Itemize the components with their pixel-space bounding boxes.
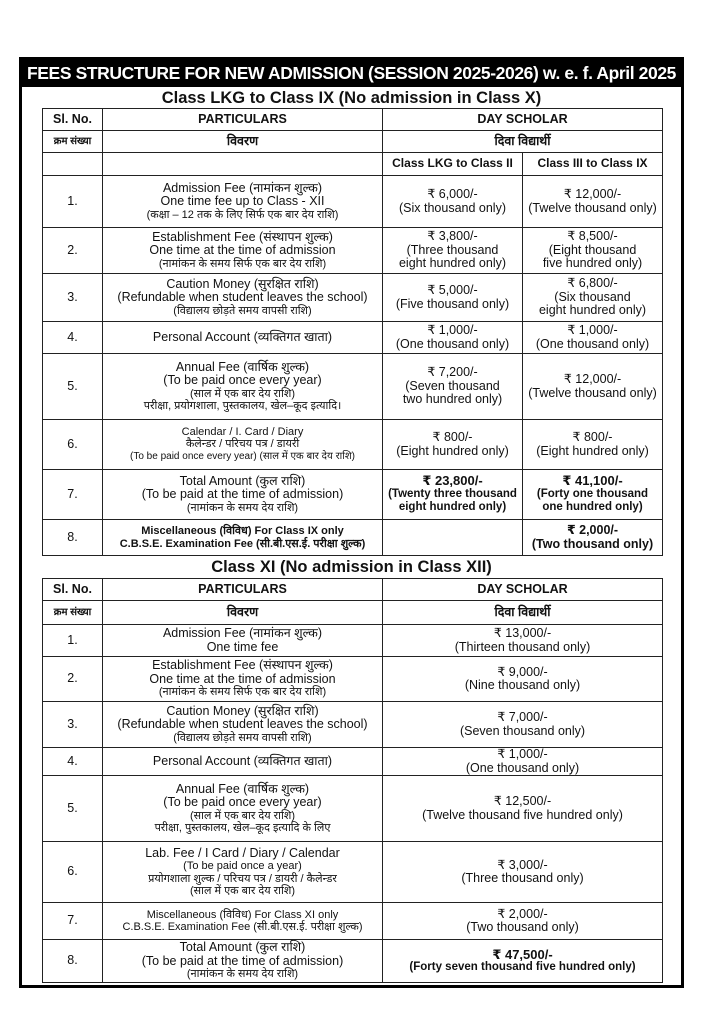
col-header-day-scholar: DAY SCHOLAR (383, 579, 663, 601)
empty-cell (103, 153, 383, 176)
table-row (43, 842, 663, 903)
amount-cell-lkg-empty (383, 520, 523, 556)
particular-line: (To be paid once every year) (163, 373, 322, 387)
particular-line: (Refundable when student leaves the school) (117, 717, 368, 732)
particular-line: (To be paid at the time of admission) (141, 487, 344, 502)
amount-words: (One thousand only) (465, 760, 580, 775)
particular-line: Annual Fee (वार्षिक शुल्क) (175, 781, 310, 796)
amount-words: (Two thousand only) (466, 920, 579, 934)
table-row (43, 657, 663, 702)
amount-cell-iii (523, 354, 663, 420)
particulars-cell (103, 842, 383, 903)
col-header-particulars-hindi: विवरण (103, 131, 383, 153)
amount-cell-iii (523, 274, 663, 322)
empty-cell (43, 153, 103, 176)
particulars-cell (103, 420, 383, 470)
amount-cell-lkg (383, 420, 523, 470)
particulars-cell (103, 776, 383, 842)
particulars-cell (103, 520, 383, 556)
particular-line: Miscellaneous (विविध) For Class XI only (146, 908, 339, 921)
row-number: 1. (43, 176, 103, 228)
particular-line: (To be paid once every year) (163, 795, 322, 809)
particular-line: (कक्षा – 12 तक के लिए सिर्फ एक बार देय राशि) (146, 208, 339, 221)
amount-words: (Forty one thousand (536, 487, 649, 500)
particular-line: (नामांकन के समय देय राशि) (186, 968, 299, 981)
amount-cell-lkg (383, 354, 523, 420)
amount-value: ₹ 9,000/- (497, 664, 548, 679)
amount-words: (Eight hundred only) (536, 443, 649, 458)
amount-words: (Three thousand (406, 242, 499, 257)
header-row (43, 579, 663, 601)
amount-words: (Six thousand (554, 289, 631, 304)
amount-words: (Thirteen thousand only) (454, 639, 591, 654)
amount-words: five hundred only) (542, 256, 643, 271)
particular-line: Calendar / I. Card / Diary (181, 425, 304, 438)
header-row-hindi (43, 601, 663, 625)
amount-cell-iii (523, 228, 663, 274)
particular-line: One time at the time of admission (149, 243, 336, 258)
particular-line: (नामांकन के समय देय राशि) (186, 501, 299, 514)
amount-words: (Seven thousand (405, 378, 500, 393)
table-row (43, 354, 663, 420)
amount-value: ₹ 1,000/- (567, 323, 618, 337)
amount-words: (Nine thousand only) (464, 678, 581, 692)
amount-cell (383, 748, 663, 776)
amount-cell-lkg (383, 176, 523, 228)
fees-table-lkg-ix (42, 108, 663, 556)
particular-line: One time fee up to Class - XII (160, 194, 325, 209)
row-number: 3. (43, 274, 103, 322)
amount-value: ₹ 3,800/- (427, 229, 478, 244)
amount-value: ₹ 5,000/- (427, 283, 478, 297)
amount-cell-lkg (383, 228, 523, 274)
amount-words: eight hundred only) (398, 501, 507, 514)
particulars-cell (103, 470, 383, 520)
col-header-particulars: PARTICULARS (103, 109, 383, 131)
particulars-cell (103, 228, 383, 274)
particular-line: Miscellaneous (विविध) For Class IX only (141, 525, 344, 537)
particular-line: (विद्यालय छोड़ते समय वापसी राशि) (173, 304, 312, 317)
amount-words: (Twelve thousand only) (528, 385, 657, 400)
particulars-cell (103, 354, 383, 420)
particular-line: (To be paid once every year) (साल में एक बार देय राशि) (130, 450, 355, 462)
row-number: 1. (43, 625, 103, 657)
row-number: 7. (43, 470, 103, 520)
amount-words: (Three thousand only) (461, 871, 584, 885)
table-row (43, 903, 663, 940)
col-header-sl: Sl. No. (43, 109, 103, 131)
row-number: 4. (43, 322, 103, 354)
amount-value: ₹ 1,000/- (497, 747, 548, 761)
particulars-cell (103, 657, 383, 702)
particular-line: (Refundable when student leaves the school) (117, 290, 368, 305)
amount-words: (One thousand only) (395, 336, 510, 351)
table-row (43, 322, 663, 354)
amount-words: (Twelve thousand only) (528, 200, 657, 215)
particular-line: Total Amount (कुल राशि) (179, 940, 306, 955)
amount-words: eight hundred only) (398, 256, 507, 271)
table-row (43, 420, 663, 470)
header-row (43, 109, 663, 131)
row-number: 6. (43, 420, 103, 470)
particulars-cell (103, 625, 383, 657)
col-header-sl-hindi: क्रम संख्या (43, 131, 103, 153)
amount-value: ₹ 41,100/- (562, 473, 623, 489)
particular-line: Caution Money (सुरक्षित राशि) (166, 703, 319, 718)
col-header-lkg-ii: Class LKG to Class II (383, 153, 523, 176)
amount-words: (Two thousand only) (531, 536, 654, 551)
row-number: 8. (43, 940, 103, 983)
amount-cell-iii (523, 520, 663, 556)
col-header-sl: Sl. No. (43, 579, 103, 601)
table-row (43, 176, 663, 228)
col-header-day-scholar: DAY SCHOLAR (383, 109, 663, 131)
amount-words: eight hundred only) (538, 303, 647, 318)
amount-value: ₹ 6,800/- (567, 276, 618, 291)
table-row-total (43, 940, 663, 983)
row-number: 6. (43, 842, 103, 903)
particular-line: Personal Account (व्यक्तिगत खाता) (152, 329, 333, 344)
amount-cell (383, 903, 663, 940)
amount-cell-lkg (383, 274, 523, 322)
amount-value: ₹ 2,000/- (497, 906, 548, 921)
total-amount-iii (523, 470, 663, 520)
amount-words: (Six thousand only) (398, 200, 506, 215)
amount-words: (Twelve thousand five hundred only) (422, 807, 623, 822)
amount-value: ₹ 7,200/- (427, 365, 478, 380)
particular-line: परीक्षा, प्रयोगशाला, पुस्तकालय, खेल–कूद इत्यादि। (143, 400, 342, 412)
amount-words: (Eight thousand (548, 242, 637, 257)
particular-line: One time at the time of admission (149, 671, 336, 686)
amount-value: ₹ 800/- (572, 430, 613, 444)
amount-value: ₹ 6,000/- (427, 187, 478, 201)
row-number: 7. (43, 903, 103, 940)
col-header-sl-hindi: क्रम संख्या (43, 601, 103, 625)
amount-value: ₹ 23,800/- (422, 473, 483, 489)
amount-value: ₹ 12,000/- (563, 372, 622, 386)
row-number: 5. (43, 354, 103, 420)
section1-title: Class LKG to Class IX (No admission in Class X) (161, 89, 542, 107)
particular-line: (नामांकन के समय सिर्फ एक बार देय राशि) (158, 257, 327, 270)
amount-value: ₹ 12,500/- (493, 794, 552, 808)
amount-cell (383, 657, 663, 702)
particular-line: Annual Fee (वार्षिक शुल्क) (175, 359, 310, 374)
particular-line: (विद्यालय छोड़ते समय वापसी राशि) (173, 731, 312, 744)
amount-cell (383, 702, 663, 748)
row-number: 8. (43, 520, 103, 556)
particular-line: (नामांकन के समय सिर्फ एक बार देय राशि) (158, 686, 327, 699)
particular-line: Admission Fee (नामांकन शुल्क) (162, 180, 323, 195)
table-row (43, 274, 663, 322)
row-number: 3. (43, 702, 103, 748)
particular-line: Admission Fee (नामांकन शुल्क) (162, 626, 323, 640)
particulars-cell (103, 274, 383, 322)
total-amount-lkg (383, 470, 523, 520)
amount-value: ₹ 13,000/- (493, 626, 552, 640)
particular-line: (साल में एक बार देय राशि) (190, 809, 295, 822)
particular-line: Total Amount (कुल राशि) (179, 473, 306, 488)
amount-words: (Five thousand only) (395, 296, 510, 311)
amount-cell (383, 625, 663, 657)
amount-words: (Twenty three thousand (388, 487, 517, 500)
table-row (43, 520, 663, 556)
row-number: 2. (43, 657, 103, 702)
particular-line: Personal Account (व्यक्तिगत खाता) (152, 753, 333, 768)
particular-line: (साल में एक बार देय राशि) (190, 885, 295, 897)
table-row-total (43, 470, 663, 520)
particular-line: (To be paid once a year) (183, 860, 302, 872)
particular-line: परीक्षा, पुस्तकालय, खेल–कूद इत्यादि के लिए (154, 822, 331, 834)
particular-line: C.B.S.E. Examination Fee (सी.बी.एस.ई. परीक्षा शुल्क) (122, 921, 363, 933)
table-row (43, 228, 663, 274)
particulars-cell (103, 940, 383, 983)
particular-line: C.B.S.E. Examination Fee (सी.बी.एस.ई. परीक्षा शुल्क) (119, 537, 366, 550)
col-header-particulars: PARTICULARS (103, 579, 383, 601)
amount-words: (One thousand only) (535, 336, 650, 351)
amount-value: ₹ 3,000/- (497, 857, 548, 872)
amount-value: ₹ 47,500/- (492, 946, 553, 962)
amount-words: two hundred only) (402, 392, 503, 407)
col-header-iii-ix: Class III to Class IX (523, 153, 663, 176)
amount-value: ₹ 12,000/- (563, 187, 622, 201)
col-header-particulars-hindi: विवरण (103, 601, 383, 625)
particular-line: One time fee (206, 639, 279, 654)
table-row (43, 748, 663, 776)
amount-words: one hundred only) (542, 501, 643, 514)
notice-title: FEES STRUCTURE FOR NEW ADMISSION (SESSION 2025-2026) w. e. f. April 2025 (22, 60, 681, 87)
row-number: 2. (43, 228, 103, 274)
amount-cell-iii (523, 420, 663, 470)
table-row (43, 702, 663, 748)
fee-structure-notice (19, 57, 684, 988)
class-subheader-row (43, 153, 663, 176)
amount-cell (383, 776, 663, 842)
amount-value: ₹ 800/- (432, 430, 473, 444)
particular-line: Establishment Fee (संस्थापन शुल्क) (152, 658, 333, 673)
amount-cell-iii (523, 176, 663, 228)
particular-line: Establishment Fee (संस्थापन शुल्क) (152, 229, 333, 244)
amount-cell (383, 842, 663, 903)
amount-cell-iii (523, 322, 663, 354)
section2-title: Class XI (No admission in Class XII) (211, 558, 492, 576)
amount-cell-lkg (383, 322, 523, 354)
amount-value: ₹ 8,500/- (567, 229, 618, 244)
amount-words: (Forty seven thousand five hundred only) (409, 961, 636, 973)
table-row (43, 776, 663, 842)
particulars-cell (103, 903, 383, 940)
table-row (43, 625, 663, 657)
particulars-cell (103, 322, 383, 354)
particular-line: (साल में एक बार देय राशि) (190, 387, 295, 400)
fees-table-xi (42, 578, 663, 983)
amount-value: ₹ 1,000/- (427, 323, 478, 337)
particular-line: Lab. Fee / I Card / Diary / Calendar (145, 845, 340, 860)
header-row-hindi (43, 131, 663, 153)
particular-line: (To be paid at the time of admission) (141, 953, 344, 968)
row-number: 5. (43, 776, 103, 842)
row-number: 4. (43, 748, 103, 776)
col-header-day-scholar-hindi: दिवा विद्यार्थी (383, 601, 663, 625)
total-amount (383, 940, 663, 983)
particulars-cell (103, 702, 383, 748)
particulars-cell (103, 748, 383, 776)
amount-value: ₹ 2,000/- (566, 523, 619, 537)
particulars-cell (103, 176, 383, 228)
particular-line: Caution Money (सुरक्षित राशि) (166, 276, 319, 291)
amount-words: (Eight hundred only) (396, 443, 509, 458)
amount-words: (Seven thousand only) (459, 723, 586, 738)
particular-line: कैलेन्डर / परिचय पत्र / डायरी (185, 438, 300, 451)
particular-line: प्रयोगशाला शुल्क / परिचय पत्र / डायरी / कैलेन्डर (148, 872, 337, 885)
col-header-day-scholar-hindi: दिवा विद्यार्थी (383, 131, 663, 153)
amount-value: ₹ 7,000/- (497, 710, 548, 724)
